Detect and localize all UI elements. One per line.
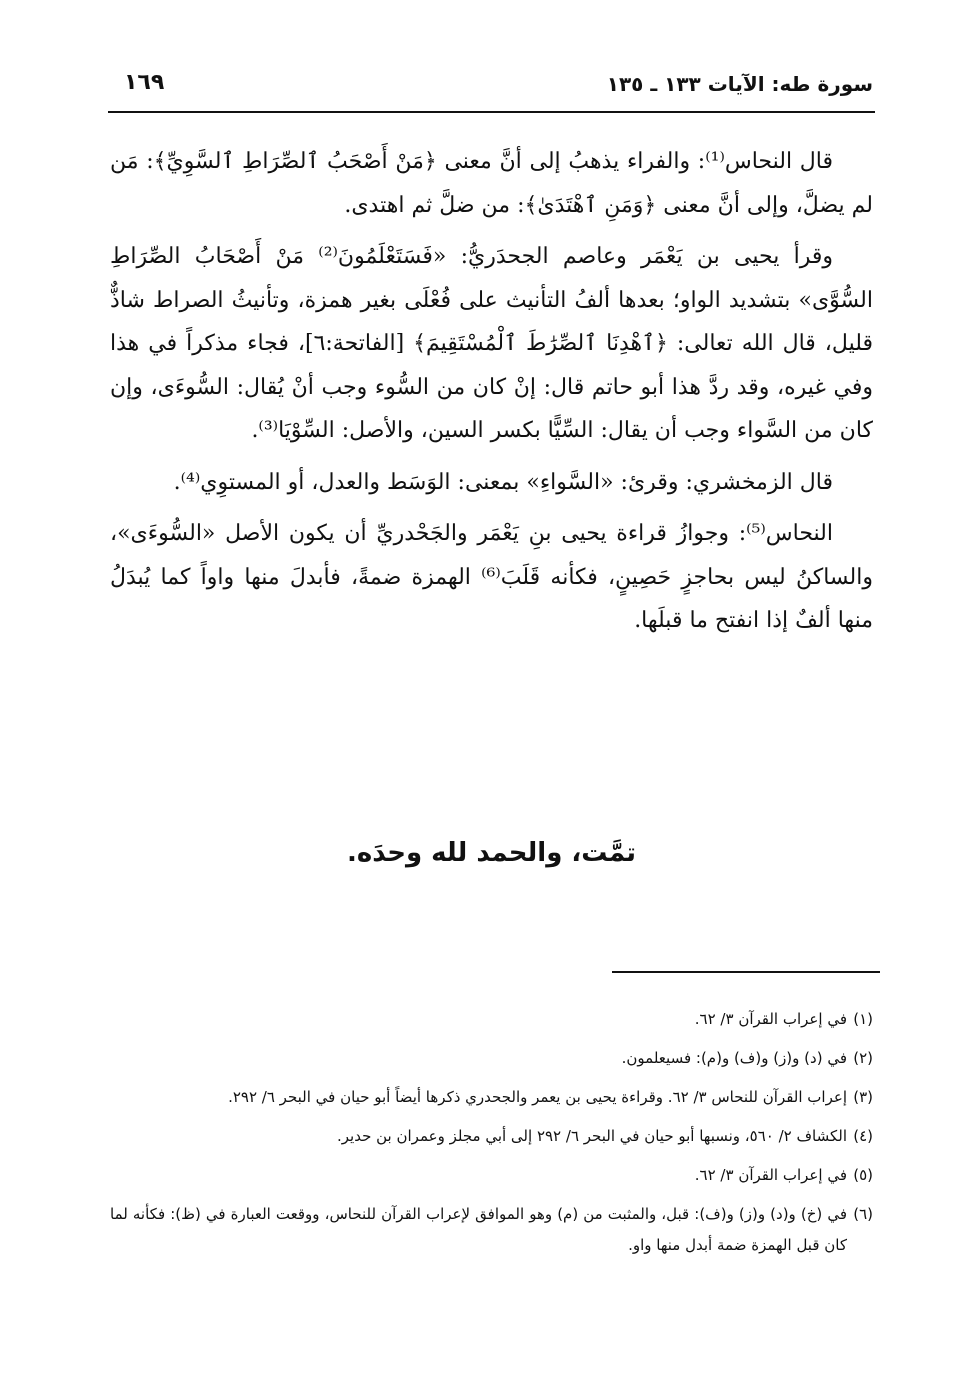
footnotes xyxy=(110,1004,873,1269)
running-title: سورة طه: الآيات ١٣٣ ـ ١٣٥ xyxy=(606,72,873,96)
footnote-number: (٤) xyxy=(853,1127,873,1145)
paragraph: قال الزمخشري: وقرئ: «السَّواءِ» بمعنى: الوَسَط والعدل، أو المستوِي⁽⁴⁾. xyxy=(173,469,833,495)
footnote-text: الكشاف ٢/ ٥٦٠، ونسبها أبو حيان في البحر ٦/ ٢٩٢ إلى أبي مجلز وعمران بن حدير. xyxy=(337,1127,847,1145)
footnote-text: إعراب القرآن للنحاس ٣/ ٦٢. وقراءة يحيى بن يعمر والجحدري ذكرها أيضاً أبو حيان في البحر ٦/ ٢٩٢. xyxy=(228,1088,847,1106)
page-header xyxy=(110,68,873,104)
footnote-text: في (د) و(ز) و(ف) و(م): فسيعلمون. xyxy=(621,1049,847,1067)
paragraph: النحاس⁽⁵⁾: وجوازُ قراءة يحيى بنِ يَعْمَر والجَحْدريِّ أن يكون الأصل «السُّوءَى»، والساكنُ ليس بحاجزٍ حَصِينٍ، فكأنه قَلَبَ⁽⁶⁾ الهمزة ضمةً، فأبدلَ منها واواً كما يُبدَلُ منها ألفٌ إذا انفتح ما قبلَها. xyxy=(110,521,873,633)
footnote-text: في (خ) و(د) و(ز) و(ف): قبل، والمثبت من (م) وهو الموافق لإعراب القرآن للنحاس، ووقعت العبارة في (ظ): فكأنه لما كان قبل الهمزة ضمة أبدل منها واو. xyxy=(110,1205,847,1254)
footnote-number: (٥) xyxy=(853,1166,873,1184)
footnote xyxy=(110,1121,873,1152)
main-text xyxy=(110,140,873,643)
footnote-number: (٢) xyxy=(853,1049,873,1067)
footnote xyxy=(110,1199,873,1261)
footnote xyxy=(110,1160,873,1191)
footnote-number: (٣) xyxy=(853,1088,873,1106)
page-number: ١٦٩ xyxy=(124,70,165,95)
footnote-text: في إعراب القرآن ٣/ ٦٢. xyxy=(694,1010,847,1028)
footnote xyxy=(110,1004,873,1035)
paragraph: وقرأ يحيى بن يَعْمَر وعاصم الجحدَريُّ: «فَسَتَعْلَمُونَ⁽²⁾ مَنْ أَصْحَابُ الصِّرَاطِ السُّوَّى» بتشديد الواو؛ بعدها ألفُ التأنيث على فُعْلَى بغير همزة، وتأنيثُ الصراط شاذٌّ قليل، قال الله تعالى: ﴿ٱهْدِنَا ٱلصِّرَٰطَ ٱلْمُسْتَقِيمَ﴾ [الفاتحة:٦]، فجاء مذكراً في هذا وفي غيره، وقد ردَّ هذا أبو حاتم قال: إنْ كان من السُّوء وجب أنْ يُقال: السُّوءَى، وإن كان من السَّواء وجب أن يقال: السِّيًّا بكسر السين، والأصل: السِّوْيَا⁽³⁾. xyxy=(110,244,874,443)
header-divider xyxy=(108,111,875,113)
footnote-divider xyxy=(612,971,880,973)
closing-line: تمَّت، والحمد لله وحدَه. xyxy=(346,838,637,868)
footnote xyxy=(110,1082,873,1113)
footnote xyxy=(110,1043,873,1074)
paragraph: قال النحاس⁽¹⁾: والفراء يذهبُ إلى أنَّ معنى ﴿مَنْ أَصْحَبُ ٱلصِّرَاطِ ٱلسَّوِيِّ﴾: مَن لم يضلَّ، وإلى أنَّ معنى ﴿وَمَنِ ٱهْتَدَىٰ﴾: من ضلَّ ثم اهتدى. xyxy=(110,149,873,218)
footnote-number: (٦) xyxy=(853,1205,873,1223)
footnote-text: في إعراب القرآن ٣/ ٦٢. xyxy=(694,1166,847,1184)
footnote-number: (١) xyxy=(853,1010,873,1028)
